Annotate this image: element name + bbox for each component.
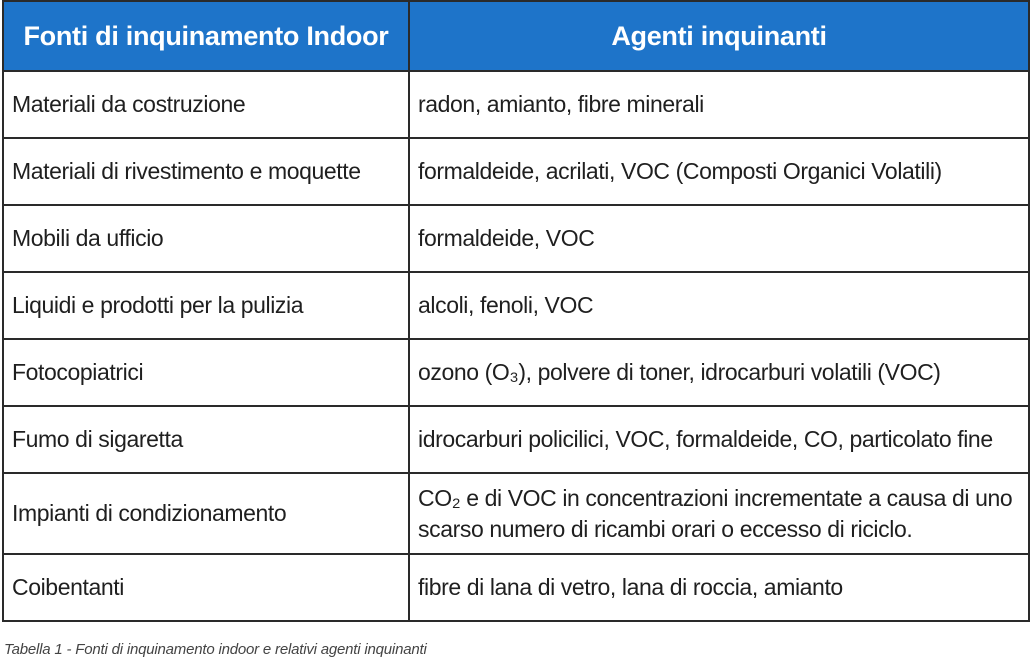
source-cell: Materiali da costruzione <box>3 71 409 138</box>
agents-cell: ozono (O₃), polvere di toner, idrocarburi volatili (VOC) <box>409 339 1029 406</box>
table-row <box>3 554 1029 621</box>
agents-cell <box>409 473 1029 554</box>
agents-line: scarso numero di ricambi orari o eccesso di riciclo. <box>418 515 913 542</box>
source-cell: Fotocopiatrici <box>3 339 409 406</box>
source-cell: Liquidi e prodotti per la pulizia <box>3 272 409 339</box>
indoor-pollution-table <box>2 0 1030 622</box>
table-row <box>3 473 1029 554</box>
agents-cell: fibre di lana di vetro, lana di roccia, amianto <box>409 554 1029 621</box>
table-row <box>3 71 1029 138</box>
source-cell: Mobili da ufficio <box>3 205 409 272</box>
agents-cell: idrocarburi policilici, VOC, formaldeide, CO, particolato fine <box>409 406 1029 473</box>
pollution-table-container <box>2 0 1028 622</box>
agents-cell: alcoli, fenoli, VOC <box>409 272 1029 339</box>
table-row <box>3 205 1029 272</box>
source-cell: Impianti di condizionamento <box>3 473 409 554</box>
source-cell: Coibentanti <box>3 554 409 621</box>
header-sources: Fonti di inquinamento Indoor <box>3 1 409 71</box>
table-header-row <box>3 1 1029 71</box>
agents-cell: formaldeide, acrilati, VOC (Composti Organici Volatili) <box>409 138 1029 205</box>
table-row <box>3 339 1029 406</box>
source-cell: Fumo di sigaretta <box>3 406 409 473</box>
agents-line: CO₂ e di VOC in concentrazioni incrementate a causa di uno <box>418 484 1013 511</box>
source-cell: Materiali di rivestimento e moquette <box>3 138 409 205</box>
table-caption: Tabella 1 - Fonti di inquinamento indoor e relativi agenti inquinanti <box>4 641 427 658</box>
table-row <box>3 406 1029 473</box>
agents-cell: radon, amianto, fibre minerali <box>409 71 1029 138</box>
table-row <box>3 138 1029 205</box>
agents-cell: formaldeide, VOC <box>409 205 1029 272</box>
table-row <box>3 272 1029 339</box>
header-agents: Agenti inquinanti <box>409 1 1029 71</box>
